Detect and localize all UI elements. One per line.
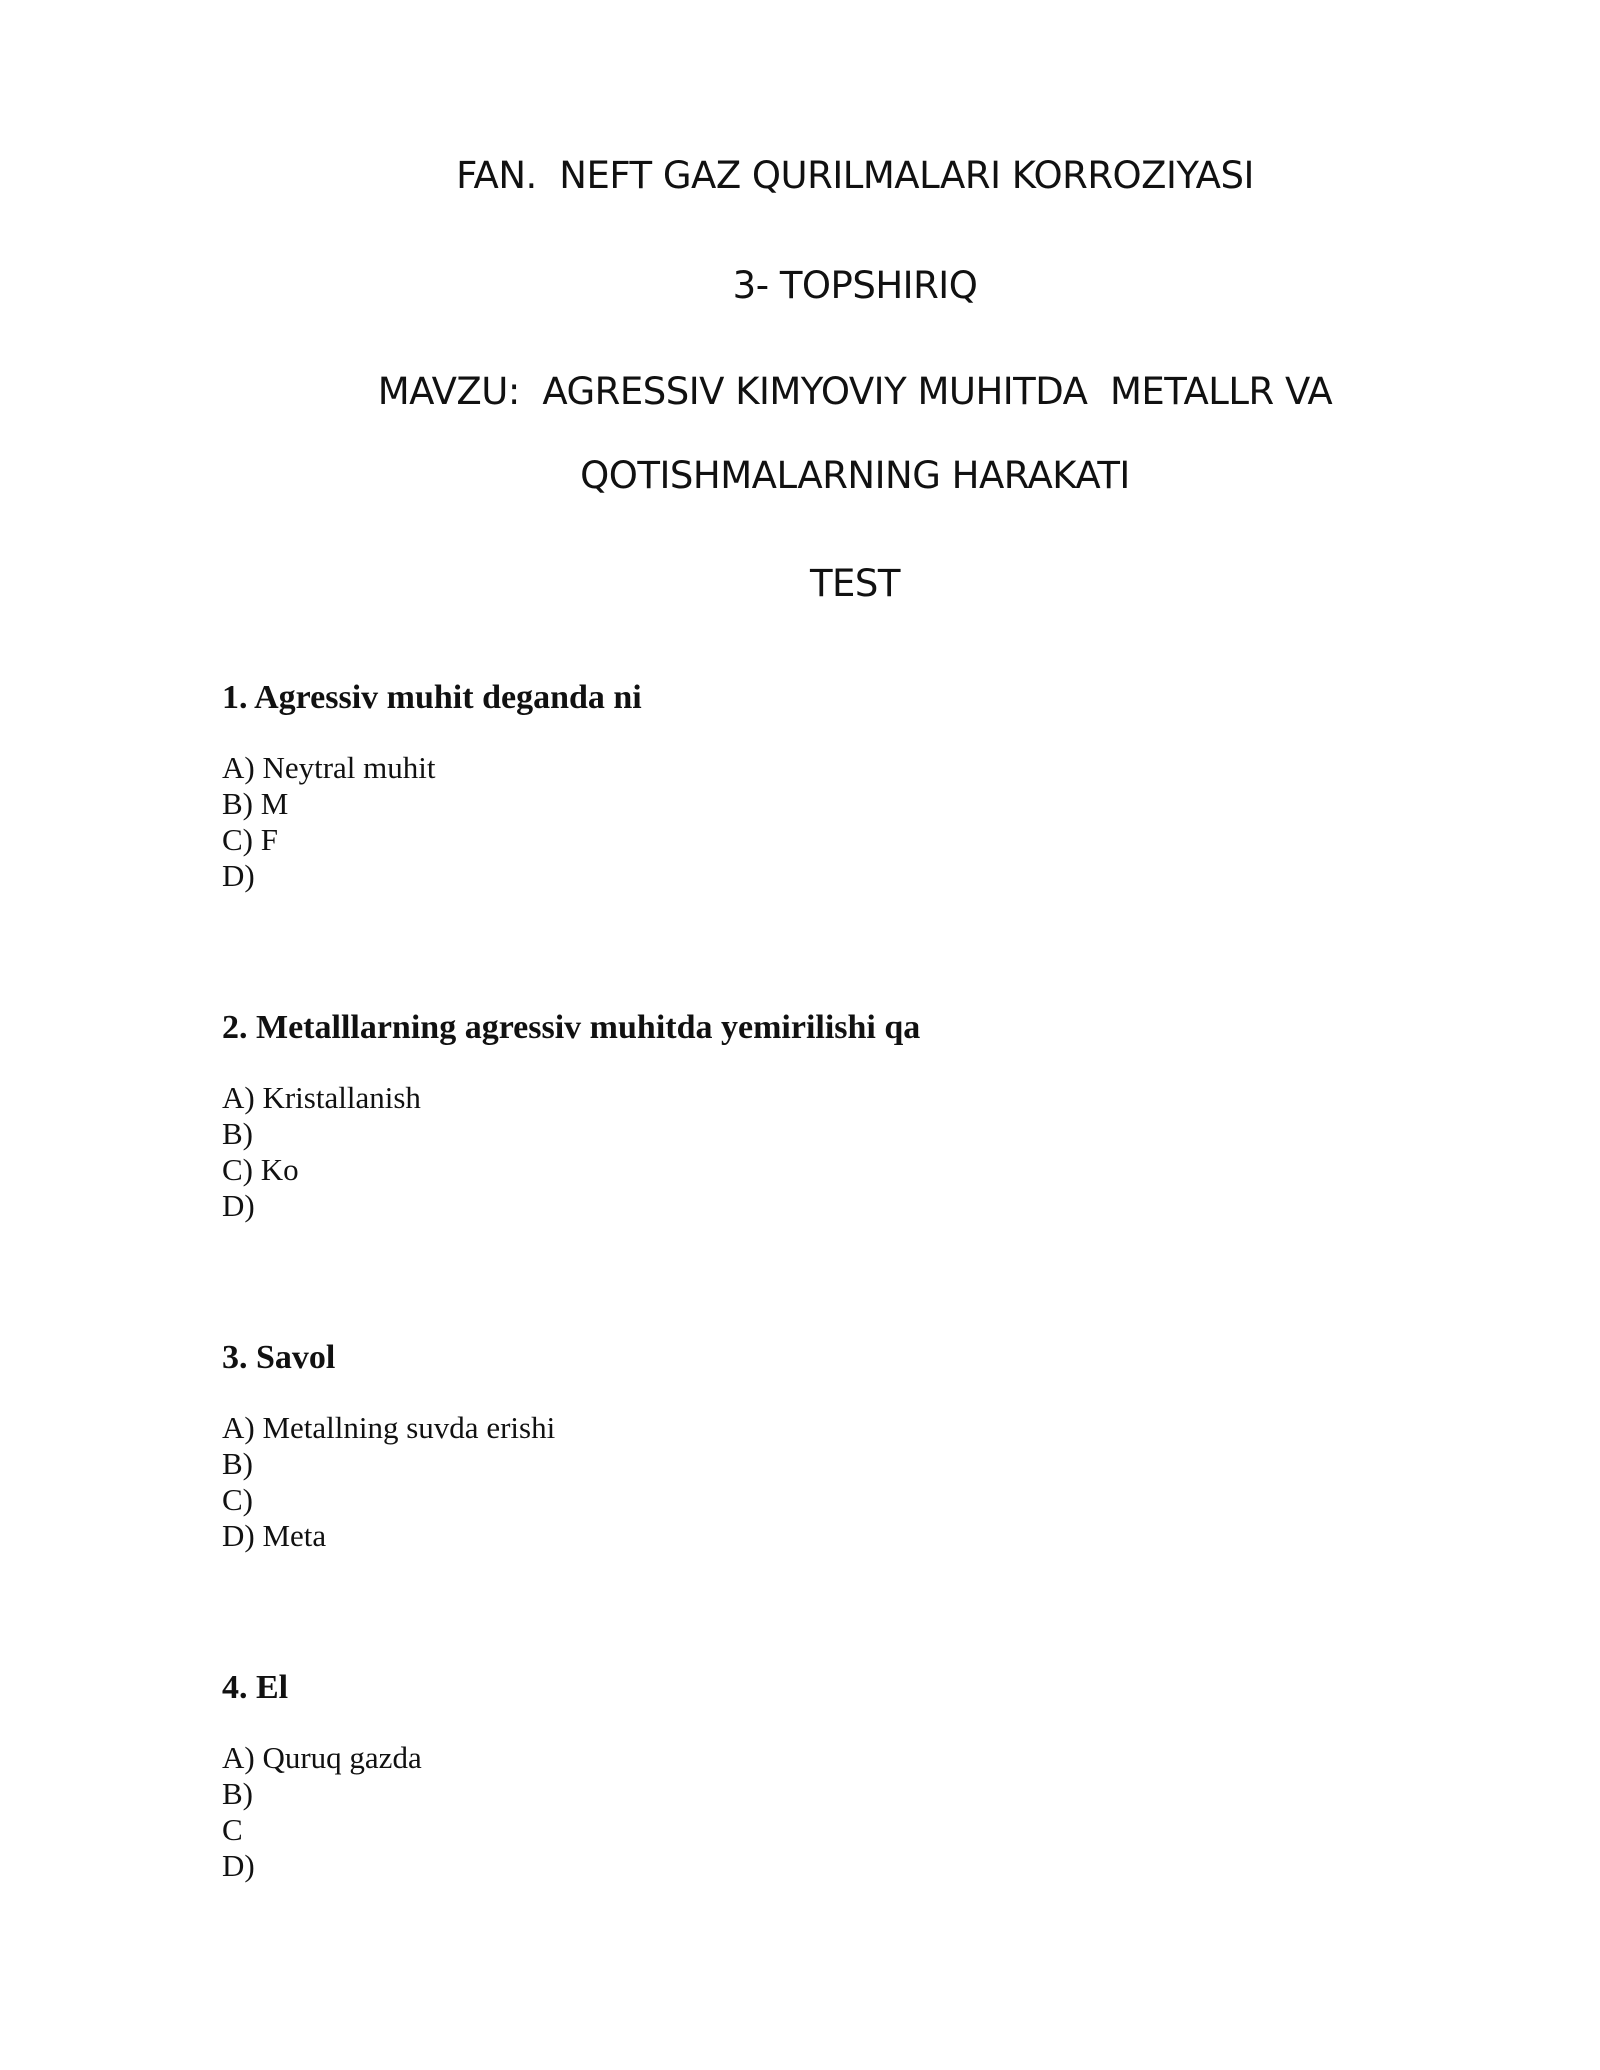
option-d: D) — [222, 1188, 255, 1223]
option-c: C) F — [222, 822, 278, 857]
option-a: A) Metallning suvda erishi — [222, 1410, 556, 1445]
answer-options — [222, 750, 1422, 894]
subject-title: FAN. NEFT GAZ QURILMALARI KORROZIYASI — [456, 154, 1254, 197]
option-b: B) — [222, 1446, 253, 1481]
option-c: C) — [222, 1482, 253, 1517]
answer-options — [222, 1740, 1422, 1884]
question-title: 4. El — [222, 1669, 289, 1706]
topic-line-2: QOTISHMALARNING HARAKATI — [580, 454, 1130, 497]
question-2 — [222, 1008, 1422, 1224]
question-1 — [222, 678, 1422, 894]
option-a: A) Quruq gazda — [222, 1740, 422, 1775]
option-a: A) Kristallanish — [222, 1080, 421, 1115]
option-b: B) — [222, 1116, 253, 1151]
test-heading: TEST — [809, 562, 901, 605]
assignment-number: 3- TOPSHIRIQ — [732, 264, 978, 307]
option-c: C — [222, 1812, 243, 1847]
answer-options — [222, 1080, 1422, 1224]
question-3 — [222, 1338, 1422, 1554]
question-title: 3. Savol — [222, 1339, 336, 1376]
answer-options — [222, 1410, 1422, 1554]
option-b: B) M — [222, 786, 289, 821]
option-b: B) — [222, 1776, 253, 1811]
option-a: A) Neytral muhit — [222, 750, 436, 785]
question-title: 1. Agressiv muhit deganda ni — [222, 679, 642, 716]
option-c: C) Ko — [222, 1152, 299, 1187]
question-4 — [222, 1668, 1422, 1884]
topic-line-1: MAVZU: AGRESSIV KIMYOVIY MUHITDA METALLR VA — [377, 370, 1333, 413]
option-d: D) — [222, 1848, 255, 1883]
option-d: D) — [222, 858, 255, 893]
question-title: 2. Metalllarning agressiv muhitda yemirilishi qa — [222, 1009, 921, 1046]
option-d: D) Meta — [222, 1518, 327, 1553]
